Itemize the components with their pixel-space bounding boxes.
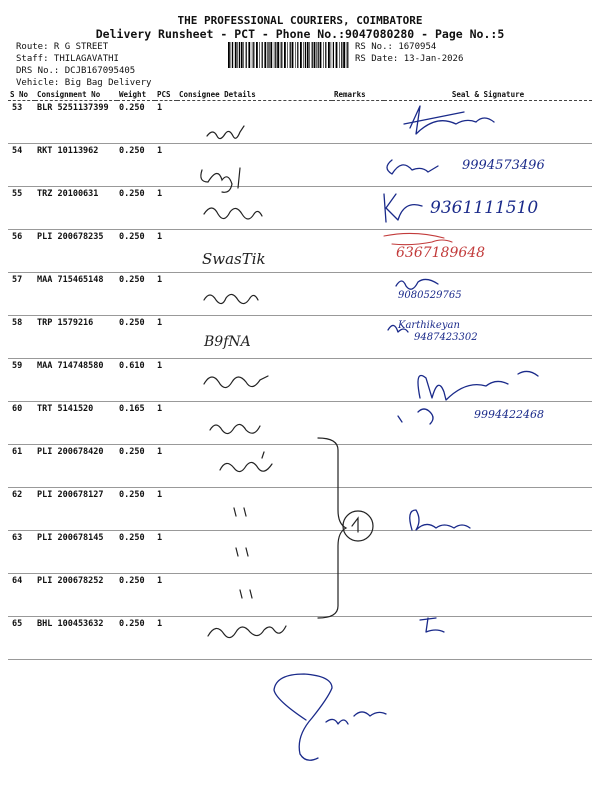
row-consignment-no: PLI 200678252 (35, 574, 117, 617)
row-consignment-no: PLI 200678420 (35, 445, 117, 488)
runsheet-table (8, 88, 592, 660)
table-row (8, 316, 592, 359)
row-seal-signature (384, 359, 592, 402)
col-header: Remarks (332, 88, 384, 101)
handwritten-name-58-consignee: B9fNA (204, 334, 251, 350)
table-row (8, 101, 592, 144)
table-row (8, 617, 592, 660)
table-row (8, 273, 592, 316)
route-field: Route: R G STREET (16, 42, 109, 52)
barcode-image (228, 42, 350, 68)
col-header: Consignment No (35, 88, 117, 101)
handwritten-name-56: SwasTik (202, 250, 266, 268)
row-consignee-details (177, 531, 332, 574)
row-sno: 55 (8, 187, 35, 230)
row-remarks (332, 230, 384, 273)
table-row (8, 359, 592, 402)
row-consignee-details (177, 617, 332, 660)
handwritten-phone-56: 6367189648 (396, 245, 486, 261)
row-pcs: 1 (155, 316, 177, 359)
row-weight: 0.250 (117, 273, 155, 316)
row-sno: 59 (8, 359, 35, 402)
row-pcs: 1 (155, 402, 177, 445)
row-weight: 0.165 (117, 402, 155, 445)
table-row (8, 574, 592, 617)
col-header: Weight (117, 88, 155, 101)
row-sno: 53 (8, 101, 35, 144)
table-row (8, 531, 592, 574)
row-weight: 0.250 (117, 531, 155, 574)
row-consignee-details (177, 574, 332, 617)
handwritten-phone-58: 9487423302 (414, 332, 478, 343)
row-weight: 0.250 (117, 230, 155, 273)
row-sno: 61 (8, 445, 35, 488)
row-remarks (332, 187, 384, 230)
row-remarks (332, 273, 384, 316)
row-sno: 65 (8, 617, 35, 660)
meta-left (16, 41, 151, 89)
row-seal-signature (384, 531, 592, 574)
row-consignment-no: BHL 100453632 (35, 617, 117, 660)
row-weight: 0.610 (117, 359, 155, 402)
row-remarks (332, 531, 384, 574)
handwritten-phone-60: 9994422468 (474, 408, 544, 421)
row-sno: 54 (8, 144, 35, 187)
row-remarks (332, 144, 384, 187)
row-pcs: 1 (155, 273, 177, 316)
handwritten-phone-57: 9080529765 (398, 290, 462, 301)
row-weight: 0.250 (117, 187, 155, 230)
col-header: PCS (155, 88, 177, 101)
row-pcs: 1 (155, 617, 177, 660)
handwritten-name-58: Karthikeyan (398, 320, 460, 331)
company-title: THE PROFESSIONAL COURIERS, COIMBATORE (177, 14, 423, 27)
row-pcs: 1 (155, 359, 177, 402)
row-pcs: 1 (155, 230, 177, 273)
table-row (8, 488, 592, 531)
row-sno: 64 (8, 574, 35, 617)
row-remarks (332, 617, 384, 660)
row-consignment-no: PLI 200678145 (35, 531, 117, 574)
row-pcs: 1 (155, 187, 177, 230)
row-pcs: 1 (155, 101, 177, 144)
row-weight: 0.250 (117, 488, 155, 531)
row-weight: 0.250 (117, 617, 155, 660)
row-weight: 0.250 (117, 144, 155, 187)
row-sno: 62 (8, 488, 35, 531)
row-consignee-details (177, 488, 332, 531)
drs-field: DRS No.: DCJB167095405 (16, 66, 136, 76)
row-sno: 56 (8, 230, 35, 273)
row-consignee-details (177, 144, 332, 187)
row-consignee-details (177, 101, 332, 144)
bottom-signature (274, 674, 386, 760)
row-consignment-no: RKT 10113962 (35, 144, 117, 187)
row-consignee-details (177, 316, 332, 359)
row-pcs: 1 (155, 445, 177, 488)
row-sno: 57 (8, 273, 35, 316)
row-remarks (332, 359, 384, 402)
col-header: Seal & Signature (384, 88, 592, 101)
row-remarks (332, 101, 384, 144)
row-consignment-no: TRT 5141520 (35, 402, 117, 445)
table-header-row (8, 88, 592, 101)
row-pcs: 1 (155, 144, 177, 187)
staff-field: Staff: THILAGAVATHI (16, 54, 119, 64)
row-remarks (332, 316, 384, 359)
row-seal-signature (384, 101, 592, 144)
row-remarks (332, 574, 384, 617)
row-pcs: 1 (155, 531, 177, 574)
rs-number: RS No.: 1670954 (355, 42, 437, 52)
row-seal-signature (384, 445, 592, 488)
col-header: S No (8, 88, 35, 101)
col-header: Consignee Details (177, 88, 332, 101)
row-sno: 63 (8, 531, 35, 574)
rs-date: RS Date: 13-Jan-2026 (355, 54, 464, 64)
row-remarks (332, 402, 384, 445)
runsheet-subtitle: Delivery Runsheet - PCT - Phone No.:9047080280 - Page No.:5 (95, 27, 505, 41)
row-seal-signature (384, 488, 592, 531)
row-sno: 58 (8, 316, 35, 359)
handwritten-phone-55: 9361111510 (430, 198, 539, 218)
row-seal-signature (384, 574, 592, 617)
row-consignment-no: MAA 715465148 (35, 273, 117, 316)
row-pcs: 1 (155, 488, 177, 531)
handwritten-phone-54: 9994573496 (462, 158, 545, 173)
meta-right (355, 41, 463, 65)
row-pcs: 1 (155, 574, 177, 617)
row-consignee-details (177, 187, 332, 230)
row-consignee-details (177, 359, 332, 402)
row-consignment-no: MAA 714748580 (35, 359, 117, 402)
row-seal-signature (384, 617, 592, 660)
row-consignee-details (177, 445, 332, 488)
row-weight: 0.250 (117, 101, 155, 144)
row-consignment-no: TRP 1579216 (35, 316, 117, 359)
row-consignee-details (177, 402, 332, 445)
row-consignment-no: PLI 200678235 (35, 230, 117, 273)
row-weight: 0.250 (117, 574, 155, 617)
row-consignment-no: BLR 5251137399 (35, 101, 117, 144)
row-weight: 0.250 (117, 316, 155, 359)
row-remarks (332, 445, 384, 488)
row-sno: 60 (8, 402, 35, 445)
table-row (8, 230, 592, 273)
row-consignment-no: PLI 200678127 (35, 488, 117, 531)
table-row (8, 445, 592, 488)
row-consignee-details (177, 273, 332, 316)
row-remarks (332, 488, 384, 531)
row-weight: 0.250 (117, 445, 155, 488)
row-consignment-no: TRZ 20100631 (35, 187, 117, 230)
vehicle-field: Vehicle: Big Bag Delivery (16, 78, 152, 88)
